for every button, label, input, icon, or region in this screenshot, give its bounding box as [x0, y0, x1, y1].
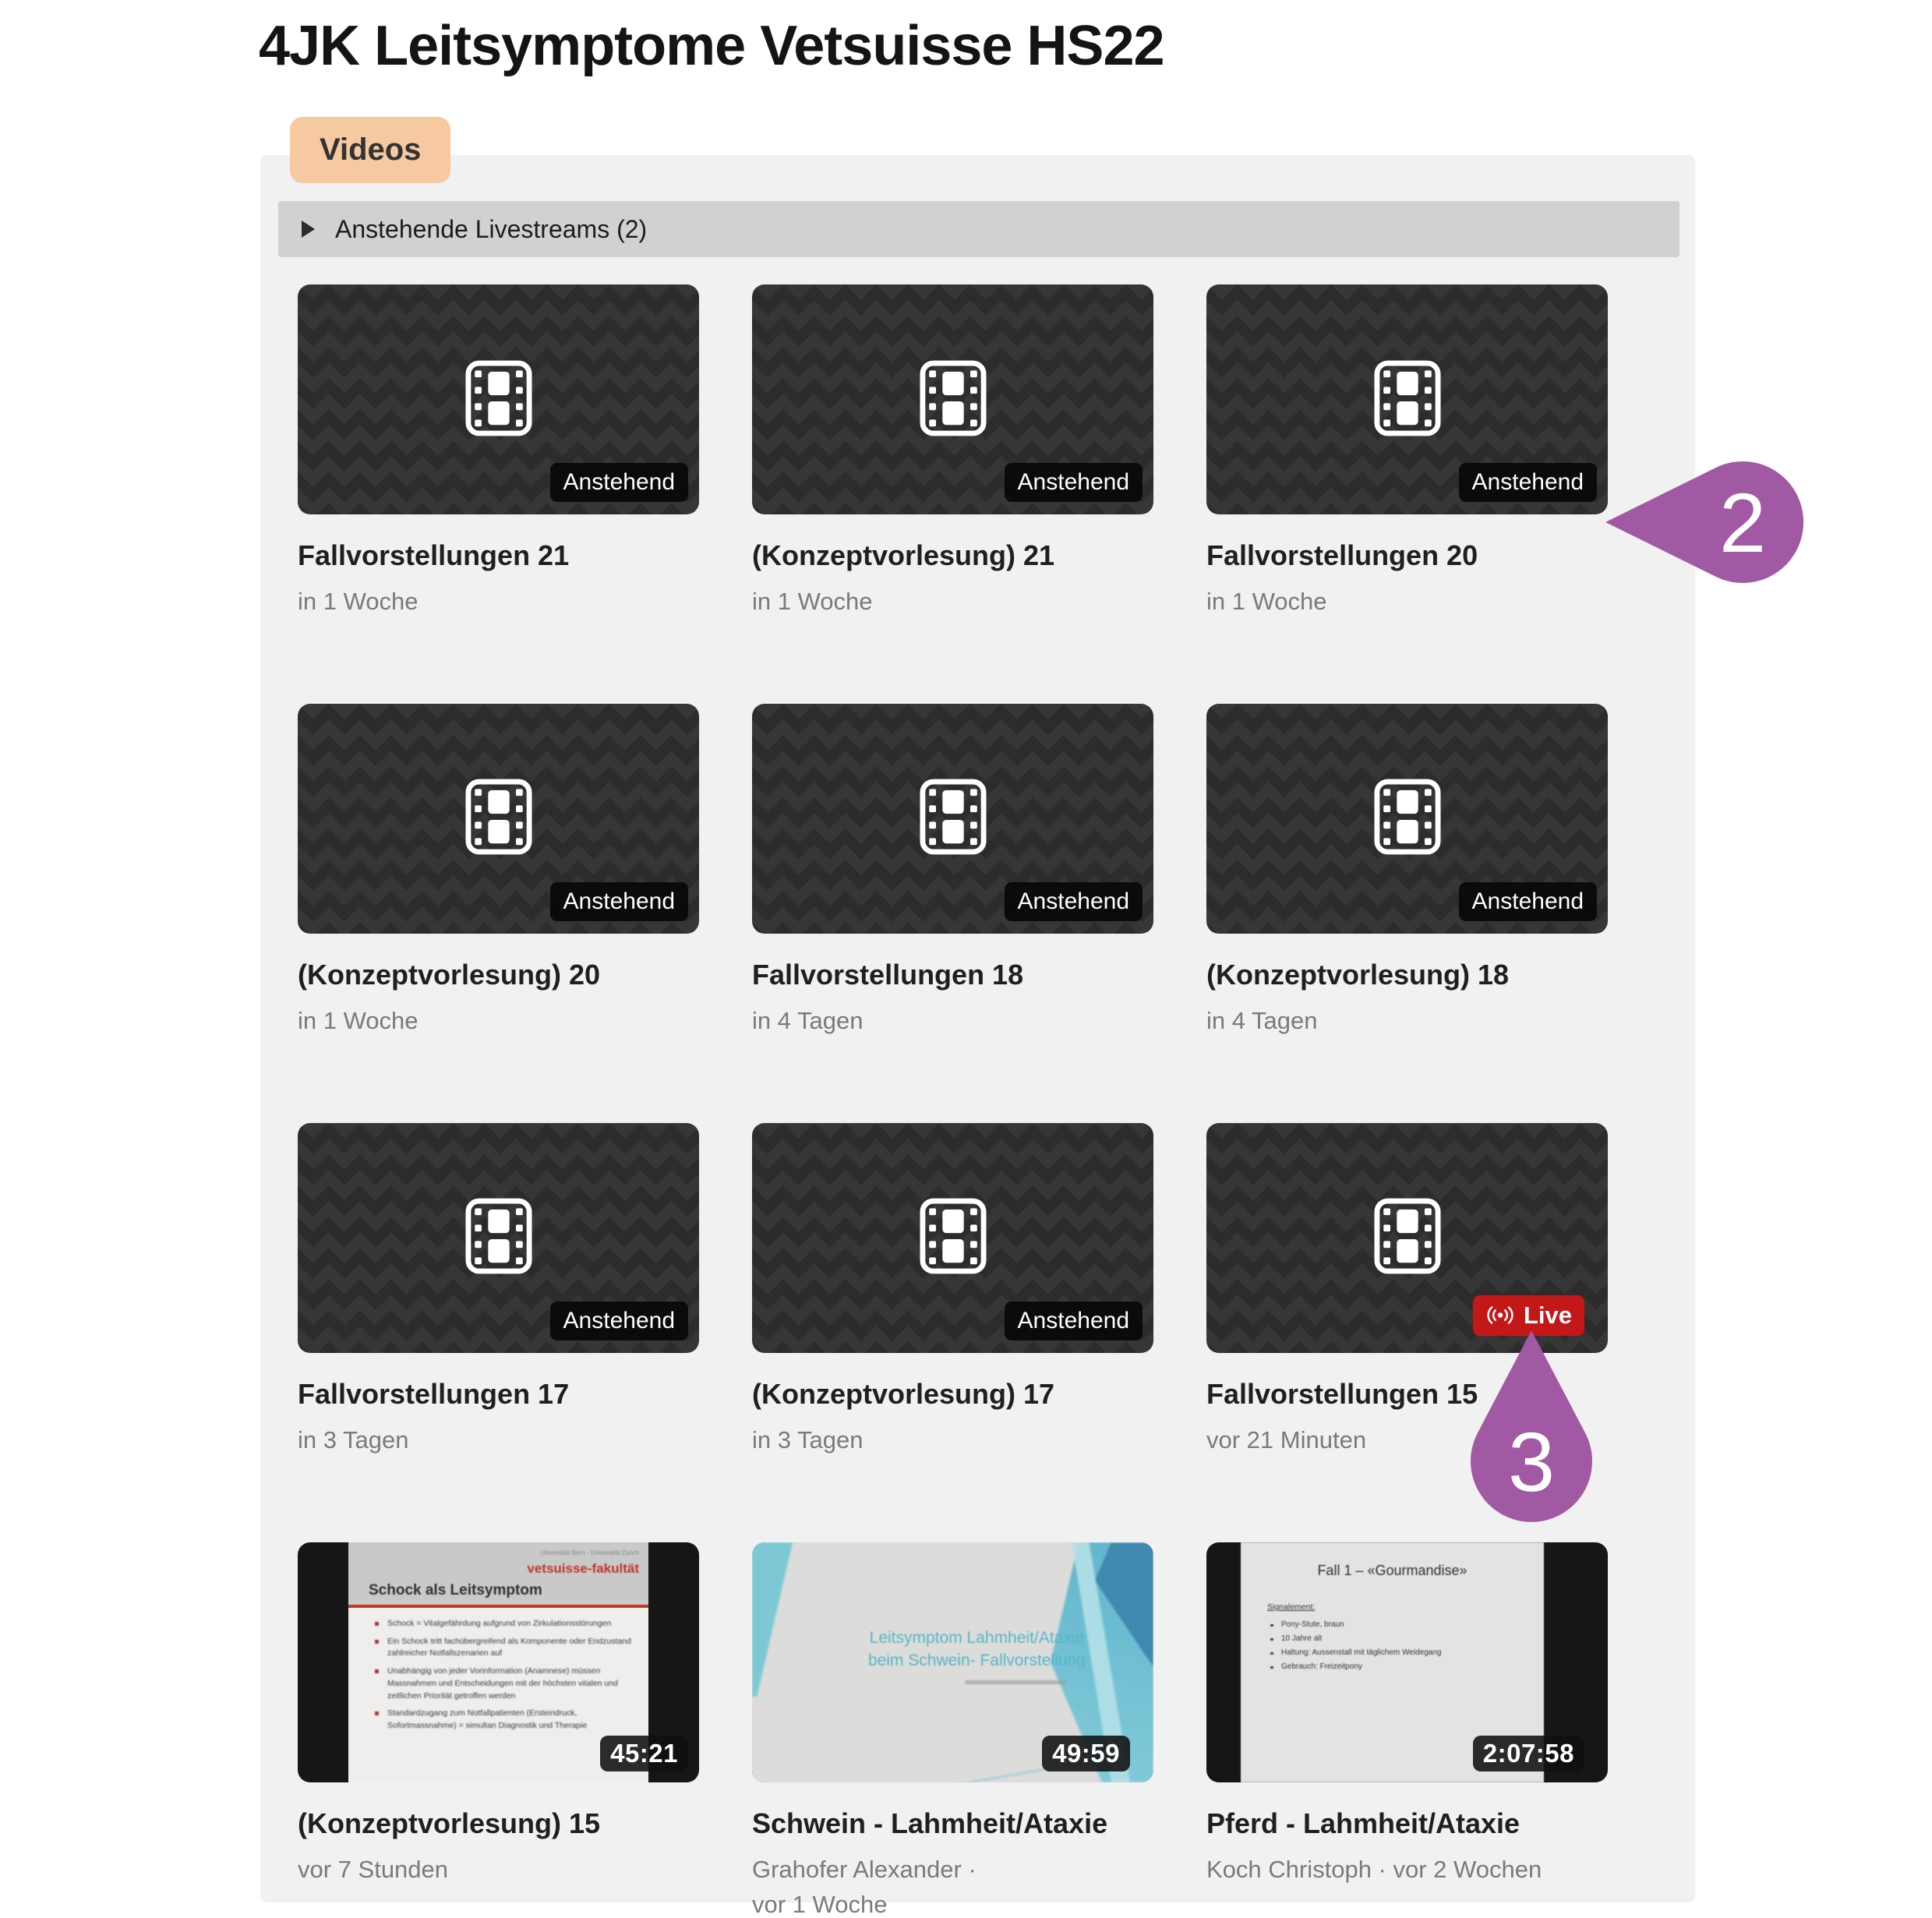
video-thumbnail[interactable]: [298, 704, 699, 934]
video-meta: in 1 Woche: [298, 588, 419, 615]
slide-title: Leitsymptom Lahmheit/Ataxie beim Schwein- Fallvorstellung: [867, 1628, 1086, 1669]
annotation-marker-3: [1469, 1327, 1594, 1530]
film-icon: [920, 360, 987, 436]
slide-heading: Signalement:: [1267, 1602, 1316, 1612]
video-thumbnail[interactable]: [752, 284, 1153, 514]
video-thumbnail[interactable]: [752, 1542, 1153, 1782]
slide-header-band: [348, 1542, 648, 1605]
status-badge: Anstehend: [1005, 882, 1143, 921]
video-meta: in 4 Tagen: [1206, 1006, 1318, 1034]
duration-badge: 45:21: [600, 1736, 688, 1771]
video-card[interactable]: [298, 1542, 699, 1918]
tab-videos[interactable]: Videos: [290, 117, 450, 183]
video-thumbnail[interactable]: [298, 284, 699, 514]
video-card[interactable]: [298, 284, 699, 620]
svg-text:2: 2: [1718, 475, 1767, 570]
film-icon: [1374, 1198, 1441, 1274]
film-icon: [465, 360, 532, 436]
video-meta: vor 7 Stunden: [298, 1855, 449, 1883]
video-title[interactable]: Pferd - Lahmheit/Ataxie: [1206, 1807, 1521, 1839]
annotation-marker-2: [1604, 460, 1807, 585]
video-meta: in 4 Tagen: [752, 1006, 864, 1034]
video-thumbnail[interactable]: [752, 704, 1153, 934]
broadcast-icon: [1485, 1305, 1515, 1326]
slide-bullets: [348, 1608, 648, 1733]
video-author: Grahofer Alexander ·: [752, 1855, 977, 1883]
video-title[interactable]: Fallvorstellungen 17: [298, 1377, 570, 1410]
video-title[interactable]: (Konzeptvorlesung) 15: [298, 1807, 601, 1839]
slide-bullet: Haltung: Aussenstall mit täglichem Weidegang: [1280, 1646, 1544, 1660]
video-meta: vor 21 Minuten: [1206, 1425, 1367, 1454]
status-badge: Anstehend: [1459, 463, 1597, 502]
film-icon: [920, 1198, 987, 1274]
status-badge: Anstehend: [550, 882, 688, 921]
slide-brand: vetsuisse-fakultät: [527, 1560, 639, 1576]
slide-title: Schock als Leitsymptom: [369, 1581, 542, 1598]
slide-bullet: Pony-Stute, braun: [1280, 1618, 1544, 1632]
accordion-label: Anstehende Livestreams (2): [335, 214, 648, 243]
status-badge: Anstehend: [1005, 463, 1143, 502]
slide-bullet: Unabhängig von jeder Vorinformation (Anamnese) müssen Massnahmen und Entscheidungen mit der höchsten vitalen und zeitlichen Priorität getroffen werden: [380, 1665, 633, 1702]
film-icon: [1374, 779, 1441, 855]
video-meta: in 1 Woche: [1206, 588, 1327, 615]
video-grid: [298, 284, 1608, 1918]
slide-bullet: Standardzugang zum Notfallpatienten (Ersteindruck, Sofortmassnahme) = simultan Diagnostik und Therapie: [380, 1708, 633, 1733]
video-title[interactable]: (Konzeptvorlesung) 20: [298, 958, 601, 991]
film-icon: [465, 1198, 532, 1274]
video-meta: Koch Christoph · vor 2 Wochen: [1206, 1855, 1542, 1883]
video-title[interactable]: Fallvorstellungen 18: [752, 958, 1024, 991]
video-thumbnail[interactable]: [1206, 1542, 1608, 1782]
film-icon: [465, 779, 532, 855]
video-card[interactable]: [298, 1123, 699, 1458]
video-meta: [752, 1853, 1153, 1918]
film-icon: [920, 779, 987, 855]
video-meta: in 3 Tagen: [298, 1425, 409, 1454]
status-badge: Anstehend: [1005, 1302, 1143, 1340]
slide-bullet: 10 Jahre alt: [1280, 1632, 1544, 1646]
live-badge-label: Live: [1523, 1301, 1572, 1329]
page-title: 4JK Leitsymptome Vetsuisse HS22: [259, 15, 1164, 77]
video-thumbnail[interactable]: [298, 1123, 699, 1353]
chevron-right-icon: [302, 221, 315, 238]
video-card[interactable]: [752, 704, 1153, 1039]
status-badge: Anstehend: [550, 1302, 688, 1340]
video-thumbnail[interactable]: [1206, 1123, 1608, 1353]
slide-bullets: [1241, 1618, 1544, 1674]
slide-bullet: Gebrauch: Freizeitpony: [1280, 1660, 1544, 1674]
video-card[interactable]: [1206, 704, 1608, 1039]
video-card[interactable]: [752, 1123, 1153, 1458]
video-thumbnail[interactable]: [752, 1123, 1153, 1353]
video-title[interactable]: (Konzeptvorlesung) 21: [752, 539, 1055, 571]
video-meta: in 1 Woche: [298, 1006, 419, 1034]
svg-text:3: 3: [1507, 1415, 1556, 1509]
video-card[interactable]: [752, 1542, 1153, 1918]
video-title[interactable]: Schwein - Lahmheit/Ataxie: [752, 1807, 1108, 1839]
video-title[interactable]: (Konzeptvorlesung) 17: [752, 1377, 1055, 1410]
slide-title: Fall 1 – «Gourmandise»: [1317, 1562, 1468, 1578]
slide-bullet: Ein Schock tritt fachübergreifend als Komponente oder Endzustand zahlreicher Notfallszenarien auf: [380, 1636, 633, 1661]
video-title[interactable]: Fallvorstellungen 20: [1206, 539, 1478, 571]
video-thumbnail[interactable]: [298, 1542, 699, 1782]
video-meta: in 3 Tagen: [752, 1425, 864, 1454]
film-icon: [1374, 360, 1441, 436]
slide-university-line: Universität Bern · Universität Zürich: [540, 1549, 639, 1556]
video-card[interactable]: [752, 284, 1153, 620]
duration-badge: 2:07:58: [1473, 1736, 1584, 1771]
video-meta: in 1 Woche: [752, 588, 873, 615]
slide-bullet: Schock = Vitalgefährdung aufgrund von Zirkulationsstörungen: [380, 1618, 633, 1630]
video-title[interactable]: Fallvorstellungen 21: [298, 539, 570, 571]
video-age: vor 1 Woche: [752, 1890, 888, 1918]
video-card[interactable]: [298, 704, 699, 1039]
video-title[interactable]: (Konzeptvorlesung) 18: [1206, 958, 1510, 991]
video-title[interactable]: Fallvorstellungen 15: [1206, 1377, 1478, 1410]
upcoming-livestreams-accordion[interactable]: [278, 201, 1679, 257]
status-badge: Anstehend: [550, 463, 688, 502]
video-thumbnail[interactable]: [1206, 284, 1608, 514]
slide-authors-line: [965, 1680, 1066, 1684]
duration-badge: 49:59: [1042, 1736, 1130, 1771]
video-card[interactable]: [1206, 1542, 1608, 1918]
videos-panel: [260, 155, 1695, 1918]
video-thumbnail[interactable]: [1206, 704, 1608, 934]
status-badge: Anstehend: [1459, 882, 1597, 921]
video-card[interactable]: [1206, 284, 1608, 620]
